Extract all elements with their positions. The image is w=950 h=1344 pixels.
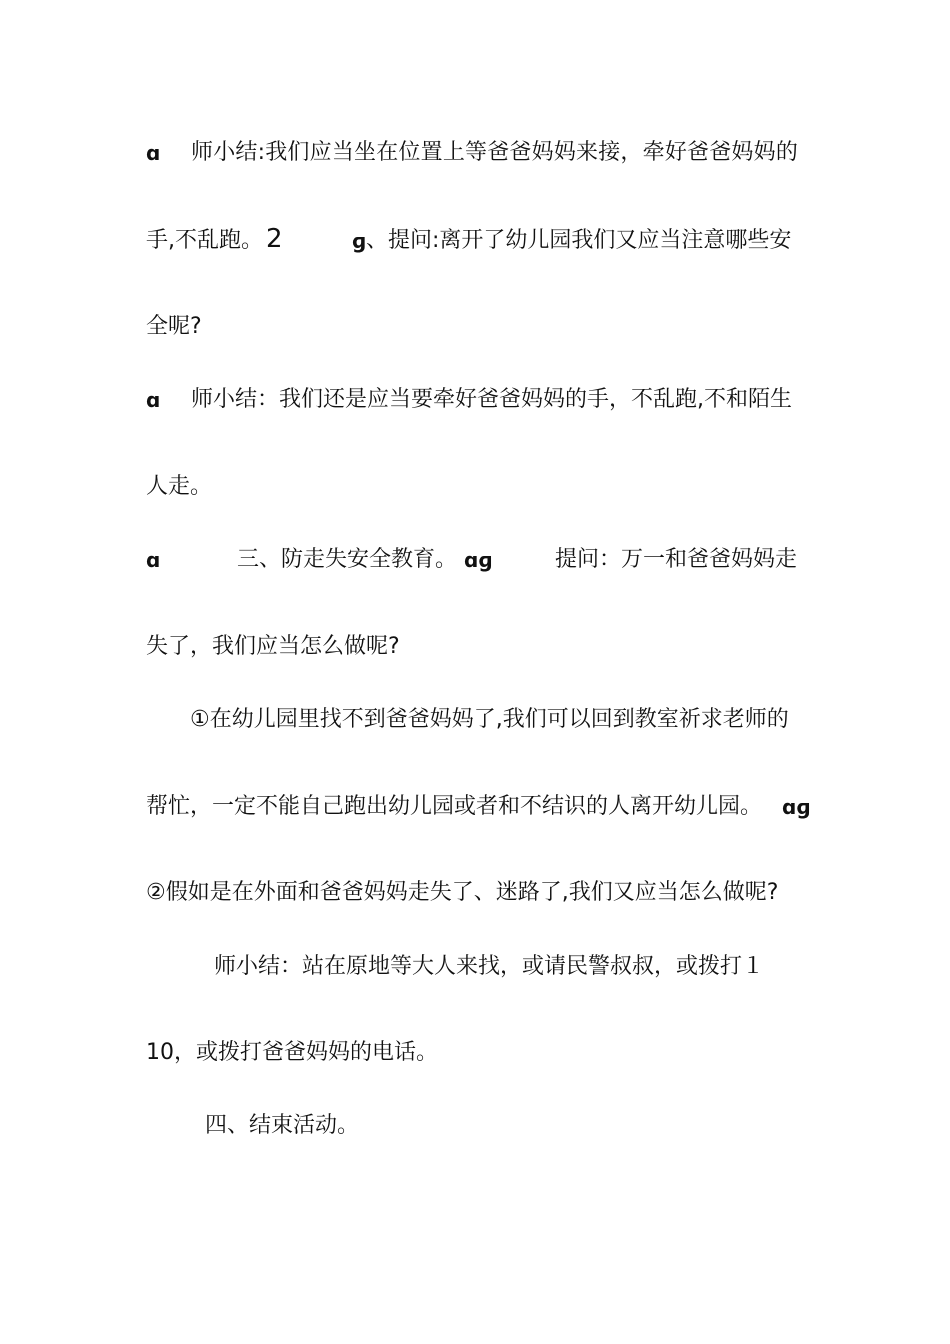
line-text: 人走。 — [146, 474, 213, 499]
line-text: ②假如是在外面和爸爸妈妈走失了、迷路了,我们又应当怎么做呢? — [146, 880, 779, 905]
line-text-start: 手,不乱跑。 — [146, 228, 263, 253]
line-text: 师小结：我们还是应当要牵好爸爸妈妈的手，不乱跑,不和陌生 — [191, 387, 792, 412]
line-text: 师小结:我们应当坐在位置上等爸爸妈妈来接，牵好爸爸妈妈的 — [191, 140, 799, 165]
bullet-glyph: ɑ — [146, 548, 161, 572]
line-text: 帮忙，一定不能自己跑出幼儿园或者和不结识的人离开幼儿园。 — [146, 794, 763, 819]
bullet-glyph: ɑ — [146, 141, 161, 165]
bullet-glyph-pair: ɑɡ — [464, 548, 493, 572]
line-text: 10，或拨打爸爸妈妈的电话。 — [146, 1040, 438, 1065]
line-text: ①在幼儿园里找不到爸爸妈妈了,我们可以回到教室祈求老师的 — [190, 707, 789, 732]
section-heading: 四、结束活动。 — [205, 1113, 360, 1138]
line-text-end: 提问：万一和爸爸妈妈走 — [555, 547, 798, 572]
line-text: 全呢? — [146, 314, 202, 339]
line-text: 师小结：站在原地等大人来找，或请民警叔叔，或拨打１ — [214, 954, 765, 979]
line-text: 失了，我们应当怎么做呢? — [146, 634, 400, 659]
bullet-glyph-pair: ɑɡ — [782, 795, 811, 819]
section-heading: 三、防走失安全教育。 — [237, 547, 458, 572]
line-text-end: 、提问:离开了幼儿园我们又应当注意哪些安 — [366, 228, 792, 253]
bullet-glyph: ɡ — [352, 229, 367, 253]
bullet-glyph: ɑ — [146, 388, 161, 412]
step-number: 2 — [266, 224, 283, 254]
